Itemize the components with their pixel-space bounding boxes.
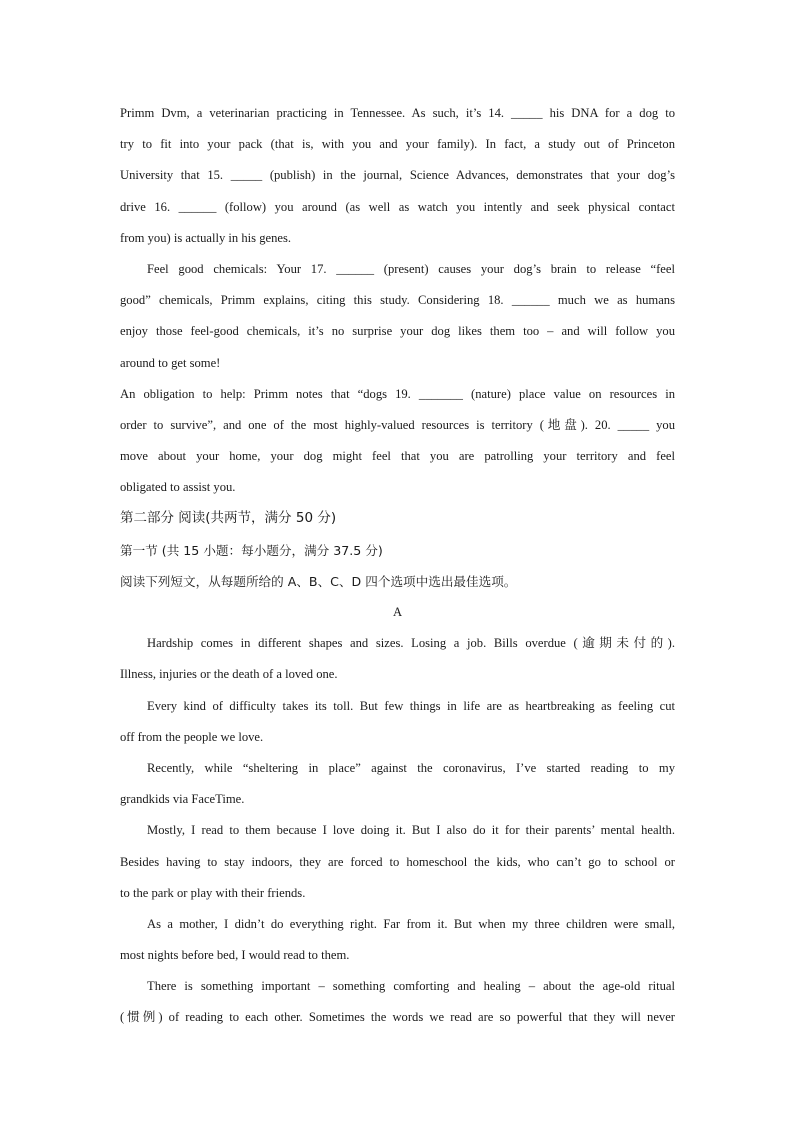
text-line: order to survive”, and one of the most highly-valued resources is territory (地盘). 20. _____ you xyxy=(120,417,675,432)
passage-a-paragraph-5 xyxy=(120,909,675,971)
text-line: As a mother, I didn’t do everything right. Far from it. But when my three children were small, xyxy=(147,916,675,931)
text-line: An obligation to help: Primm notes that “dogs 19. _______ (nature) place value on resources in xyxy=(120,386,675,401)
text-line: Besides having to stay indoors, they are forced to homeschool the kids, who can’t go to school or xyxy=(120,854,675,869)
text-line: from you) is actually in his genes. xyxy=(120,230,292,245)
text-line: most nights before bed, I would read to them. xyxy=(120,948,350,963)
instruction: 阅读下列短文，从每题所给的 A、B、C、D 四个选项中选出最佳选项。 xyxy=(120,573,517,589)
text-line: drive 16. ______ (follow) you around (as well as watch you intently and seek physical contact xyxy=(120,199,675,214)
text-line: University that 15. _____ (publish) in the journal, Science Advances, demonstrates that your dog’s xyxy=(120,168,675,183)
passage-a-paragraph-2 xyxy=(120,691,675,753)
passage-label: A xyxy=(392,605,403,619)
text-line: Feel good chemicals: Your 17. ______ (present) causes your dog’s brain to release “feel xyxy=(147,261,675,276)
text-line: enjoy those feel-good chemicals, it’s no surprise your dog likes them too – and will follow you xyxy=(120,324,675,339)
text-line: Illness, injuries or the death of a loved one. xyxy=(120,667,338,682)
text-line: Primm Dvm, a veterinarian practicing in Tennessee. As such, it’s 14. _____ his DNA for a dog to xyxy=(120,106,675,120)
text-line: There is something important – something comforting and healing – about the age-old ritual xyxy=(147,979,675,994)
passage-a-paragraph-4 xyxy=(120,815,675,909)
text-line: (惯例) of reading to each other. Sometimes the words we read are so powerful that they will never xyxy=(120,1010,675,1025)
passage-a-paragraph-6 xyxy=(120,971,675,1033)
cloze-paragraph-2 xyxy=(120,254,675,379)
section-subtitle: 第一节 (共 15 小题：每小题分，满分 37.5 分) xyxy=(120,542,383,558)
text-line: Mostly, I read to them because I love doing it. But I also do it for their parents’ mental health. xyxy=(147,823,675,838)
text-line: good” chemicals, Primm explains, citing this study. Considering 18. ______ much we as humans xyxy=(120,293,675,308)
part-title: 第二部分 阅读(共两节，满分 50 分) xyxy=(120,510,337,527)
text-line: to the park or play with their friends. xyxy=(120,885,306,900)
passage-a-paragraph-1 xyxy=(120,628,675,690)
text-line: Recently, while “sheltering in place” against the coronavirus, I’ve started reading to my xyxy=(147,760,675,775)
text-line: move about your home, your dog might feel that you are patrolling your territory and feel xyxy=(120,449,675,464)
text-line: around to get some! xyxy=(120,355,221,370)
passage-a-paragraph-3 xyxy=(120,753,675,815)
text-line: off from the people we love. xyxy=(120,729,264,744)
cloze-paragraph-3 xyxy=(120,379,675,504)
text-line: obligated to assist you. xyxy=(120,480,236,495)
text-line: grandkids via FaceTime. xyxy=(120,792,245,807)
document-page xyxy=(120,98,675,1034)
text-line: try to fit into your pack (that is, with you and your family). In fact, a study out of Princeton xyxy=(120,137,675,152)
text-line: Every kind of difficulty takes its toll. But few things in life are as heartbreaking as feeling cut xyxy=(147,698,675,713)
text-line: Hardship comes in different shapes and sizes. Losing a job. Bills overdue (逾期未付的). xyxy=(147,636,675,651)
cloze-paragraph-1 xyxy=(120,98,675,254)
